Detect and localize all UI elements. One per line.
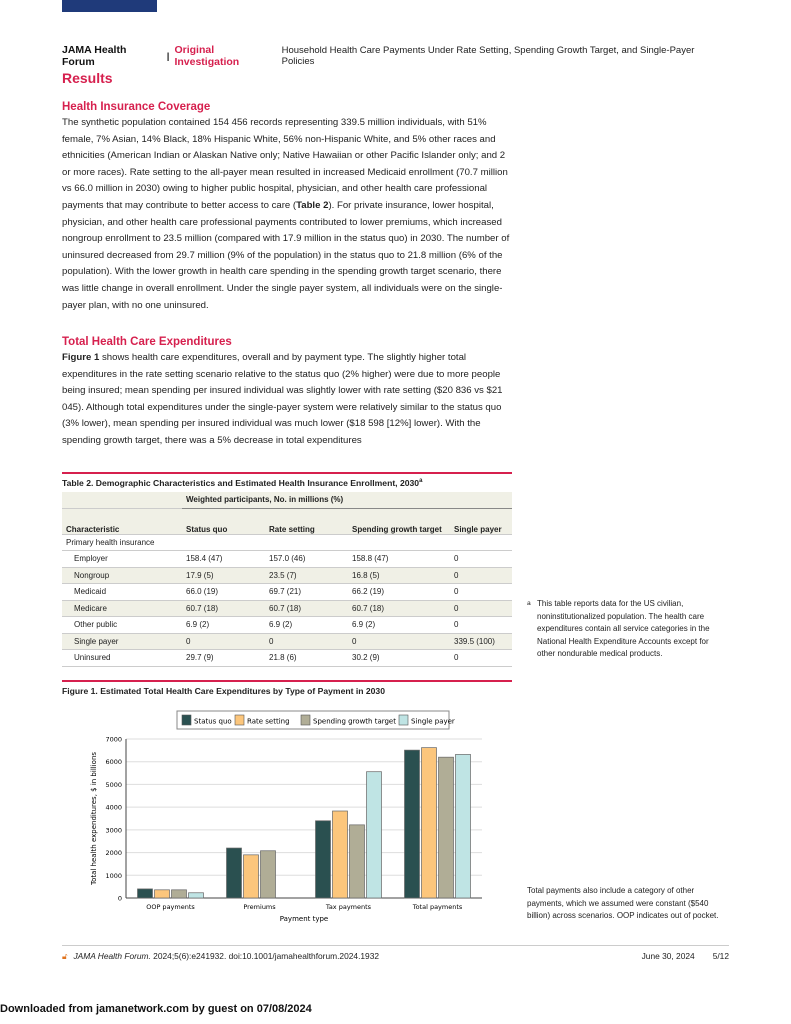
journal-name: JAMA Health Forum bbox=[62, 44, 127, 68]
text: shows health care expenditures, overall and by payment type. The slightly higher total expenditures in the rate setting scenario relative to the status quo (2% higher) were due to more people being insured; mean spending per insured individual was slightly lower with rate setting ($20 836 vs $21 045). Although total expenditures under the single-payer system were relatively similar to the status quo (3% lower), mean spending per insured individual was much lower ($18 598 [12%] lower). With the spending growth target, there was a 5% decrease in total expenditures bbox=[62, 352, 503, 446]
citation-journal: JAMA Health Forum. bbox=[73, 951, 151, 961]
table-row bbox=[62, 633, 512, 650]
text: ). For private insurance, lower hospital, physician, and other health care professional payments contributed to lower premiums, which increased nongroup enrollment to 23.5 million (compared with 17.9 million in the status quo) in 2030. The number of uninsured decreased from 29.7 million (9% of the population) in the status quo to 21.8 million (6% of the population). With the lower growth in health care spending in the spending growth target scenario, there was little change in overall enrollment. Under the single payer system, all individuals were on the single-payer plan, with no one uninsured. bbox=[62, 199, 510, 311]
bar-status-quo bbox=[316, 821, 331, 898]
legend-label: Single payer bbox=[411, 717, 455, 726]
bar-status-quo bbox=[405, 750, 420, 898]
section-row: Primary health insurance bbox=[62, 534, 512, 551]
legend-label: Spending growth target bbox=[313, 717, 396, 726]
cell: 23.5 (7) bbox=[265, 567, 348, 584]
bar-spending-growth-target bbox=[439, 757, 454, 898]
bar-status-quo bbox=[227, 848, 242, 898]
bar-rate-setting bbox=[422, 748, 437, 898]
cell: 0 bbox=[348, 633, 450, 650]
footnote-mark: a bbox=[419, 478, 423, 485]
legend-swatch bbox=[301, 715, 310, 725]
y-tick-label: 7000 bbox=[105, 735, 122, 744]
cell: 158.4 (47) bbox=[182, 551, 265, 568]
y-tick-label: 3000 bbox=[105, 826, 122, 835]
bar-single-payer bbox=[189, 893, 204, 898]
cell: 66.2 (19) bbox=[348, 584, 450, 601]
row-label: Uninsured bbox=[62, 650, 182, 667]
coverage-section bbox=[62, 99, 512, 314]
figure-note: Total payments also include a category of other payments, which we assumed were constant ($540 billion) across scenarios. OOP indicates out of pocket. bbox=[527, 886, 719, 920]
expenditures-section bbox=[62, 334, 512, 450]
figure-1 bbox=[62, 680, 512, 955]
table-row bbox=[62, 584, 512, 601]
cell: 0 bbox=[265, 633, 348, 650]
column-header: Status quo bbox=[182, 508, 265, 534]
cell: 0 bbox=[450, 584, 512, 601]
bar-spending-growth-target bbox=[172, 890, 187, 898]
results-heading: Results bbox=[62, 70, 113, 86]
cell: 16.8 (5) bbox=[348, 567, 450, 584]
x-axis-title: Payment type bbox=[279, 915, 329, 923]
table-caption bbox=[62, 474, 512, 492]
citation-text: 2024;5(6):e241932. doi:10.1001/jamahealthforum.2024.1932 bbox=[150, 951, 380, 961]
table-row bbox=[62, 617, 512, 634]
figure-ref-link[interactable]: Figure 1 bbox=[62, 352, 100, 363]
cell: 0 bbox=[182, 633, 265, 650]
column-header: Characteristic bbox=[62, 508, 182, 534]
y-tick-label: 0 bbox=[117, 894, 122, 903]
cell: 66.0 (19) bbox=[182, 584, 265, 601]
footnote-text: This table reports data for the US civilian, noninstitutionalized population. The health care expenditures contain all service categories in the National Health Expenditure Accounts except for other nondurable medical products. bbox=[537, 599, 710, 658]
row-label: Medicare bbox=[62, 600, 182, 617]
y-tick-label: 5000 bbox=[105, 780, 122, 789]
cell: 157.0 (46) bbox=[265, 551, 348, 568]
y-axis-title: Total health expenditures, $ in billions bbox=[90, 751, 98, 886]
enrollment-table bbox=[62, 492, 512, 667]
column-header: Rate setting bbox=[265, 508, 348, 534]
legend-label: Status quo bbox=[194, 717, 232, 726]
figure-caption: Figure 1. Estimated Total Health Care Expenditures by Type of Payment in 2030 bbox=[62, 686, 385, 696]
cell: 60.7 (18) bbox=[348, 600, 450, 617]
legend-label: Rate setting bbox=[247, 717, 290, 726]
download-note: Downloaded from jamanetwork.com by guest on 07/08/2024 bbox=[0, 1003, 312, 1015]
bar-spending-growth-target bbox=[350, 825, 365, 898]
journal-color-bar bbox=[62, 0, 157, 12]
citation bbox=[73, 951, 379, 962]
separator: | bbox=[166, 50, 170, 62]
footnote-mark: a bbox=[527, 600, 531, 607]
x-tick-label: Premiums bbox=[243, 903, 276, 911]
cell: 0 bbox=[450, 650, 512, 667]
page-footer bbox=[62, 945, 729, 962]
bar-rate-setting bbox=[333, 811, 348, 898]
cell: 17.9 (5) bbox=[182, 567, 265, 584]
bar-single-payer bbox=[456, 754, 471, 898]
x-tick-label: Tax payments bbox=[325, 903, 372, 911]
cell: 0 bbox=[450, 600, 512, 617]
cell: 0 bbox=[450, 551, 512, 568]
bar-rate-setting bbox=[244, 855, 259, 898]
publication-date: June 30, 2024 bbox=[641, 951, 695, 961]
table-ref-link[interactable]: Table 2 bbox=[296, 199, 329, 211]
expenditures-paragraph bbox=[62, 350, 512, 450]
row-label: Other public bbox=[62, 617, 182, 634]
cell: 30.2 (9) bbox=[348, 650, 450, 667]
x-tick-label: OOP payments bbox=[146, 903, 195, 911]
y-tick-label: 6000 bbox=[105, 758, 122, 767]
legend-swatch bbox=[235, 715, 244, 725]
bar-status-quo bbox=[138, 889, 153, 898]
table-2 bbox=[62, 472, 512, 667]
legend-swatch bbox=[182, 715, 191, 725]
bar-chart bbox=[62, 700, 512, 950]
cell: 29.7 (9) bbox=[182, 650, 265, 667]
coverage-heading: Health Insurance Coverage bbox=[62, 101, 211, 113]
cell: 0 bbox=[450, 567, 512, 584]
page-number: 5/12 bbox=[712, 951, 729, 961]
section-label: Original Investigation bbox=[174, 44, 240, 68]
table-row bbox=[62, 551, 512, 568]
coverage-paragraph bbox=[62, 115, 512, 314]
x-tick-label: Total payments bbox=[412, 903, 463, 911]
cell: 69.7 (21) bbox=[265, 584, 348, 601]
table-row bbox=[62, 567, 512, 584]
y-tick-label: 2000 bbox=[105, 849, 122, 858]
cell: 339.5 (100) bbox=[450, 633, 512, 650]
cell: 21.8 (6) bbox=[265, 650, 348, 667]
cell: 158.8 (47) bbox=[348, 551, 450, 568]
y-tick-label: 4000 bbox=[105, 803, 122, 812]
bar-spending-growth-target bbox=[261, 851, 276, 898]
row-label: Medicaid bbox=[62, 584, 182, 601]
column-header: Single payer bbox=[450, 508, 512, 534]
cell: 60.7 (18) bbox=[182, 600, 265, 617]
cell: 0 bbox=[450, 617, 512, 634]
table-row bbox=[62, 600, 512, 617]
text: The synthetic population contained 154 456 records representing 339.5 million individuals, with 51% female, 7% Asian, 14% Black, 18% Hispanic White, 56% non-Hispanic White, and 5% other races and ethnicities (American Indian or Alaskan Native only; Native Hawaiian or other Pacific Islander only; and 2 or more races). Rate setting to the all-payer mean resulted in increased Medicaid enrollment (70.7 million vs 66.0 million in 2030) owing to higher public hospital, physician, and other health care professional payments that may contribute to better access to care ( bbox=[62, 117, 508, 211]
cell: 60.7 (18) bbox=[265, 600, 348, 617]
table-footnote bbox=[527, 598, 727, 661]
group-header: Weighted participants, No. in millions (%) bbox=[182, 492, 512, 508]
row-label: Nongroup bbox=[62, 567, 182, 584]
cell: 6.9 (2) bbox=[182, 617, 265, 634]
legend-swatch bbox=[399, 715, 408, 725]
y-tick-label: 1000 bbox=[105, 871, 122, 880]
open-access-icon: 🔓︎ bbox=[62, 951, 68, 961]
bar-rate-setting bbox=[155, 890, 170, 898]
cell: 6.9 (2) bbox=[265, 617, 348, 634]
bar-single-payer bbox=[367, 772, 382, 898]
running-header bbox=[62, 44, 729, 68]
running-title: Household Health Care Payments Under Rate Setting, Spending Growth Target, and Single-Payer Policies bbox=[281, 45, 695, 67]
row-label: Employer bbox=[62, 551, 182, 568]
expenditures-heading: Total Health Care Expenditures bbox=[62, 336, 232, 348]
cell: 6.9 (2) bbox=[348, 617, 450, 634]
caption-text: Table 2. Demographic Characteristics and Estimated Health Insurance Enrollment, 2030 bbox=[62, 478, 420, 488]
column-header: Spending growth target bbox=[348, 508, 450, 534]
row-label: Single payer bbox=[62, 633, 182, 650]
table-row bbox=[62, 650, 512, 667]
